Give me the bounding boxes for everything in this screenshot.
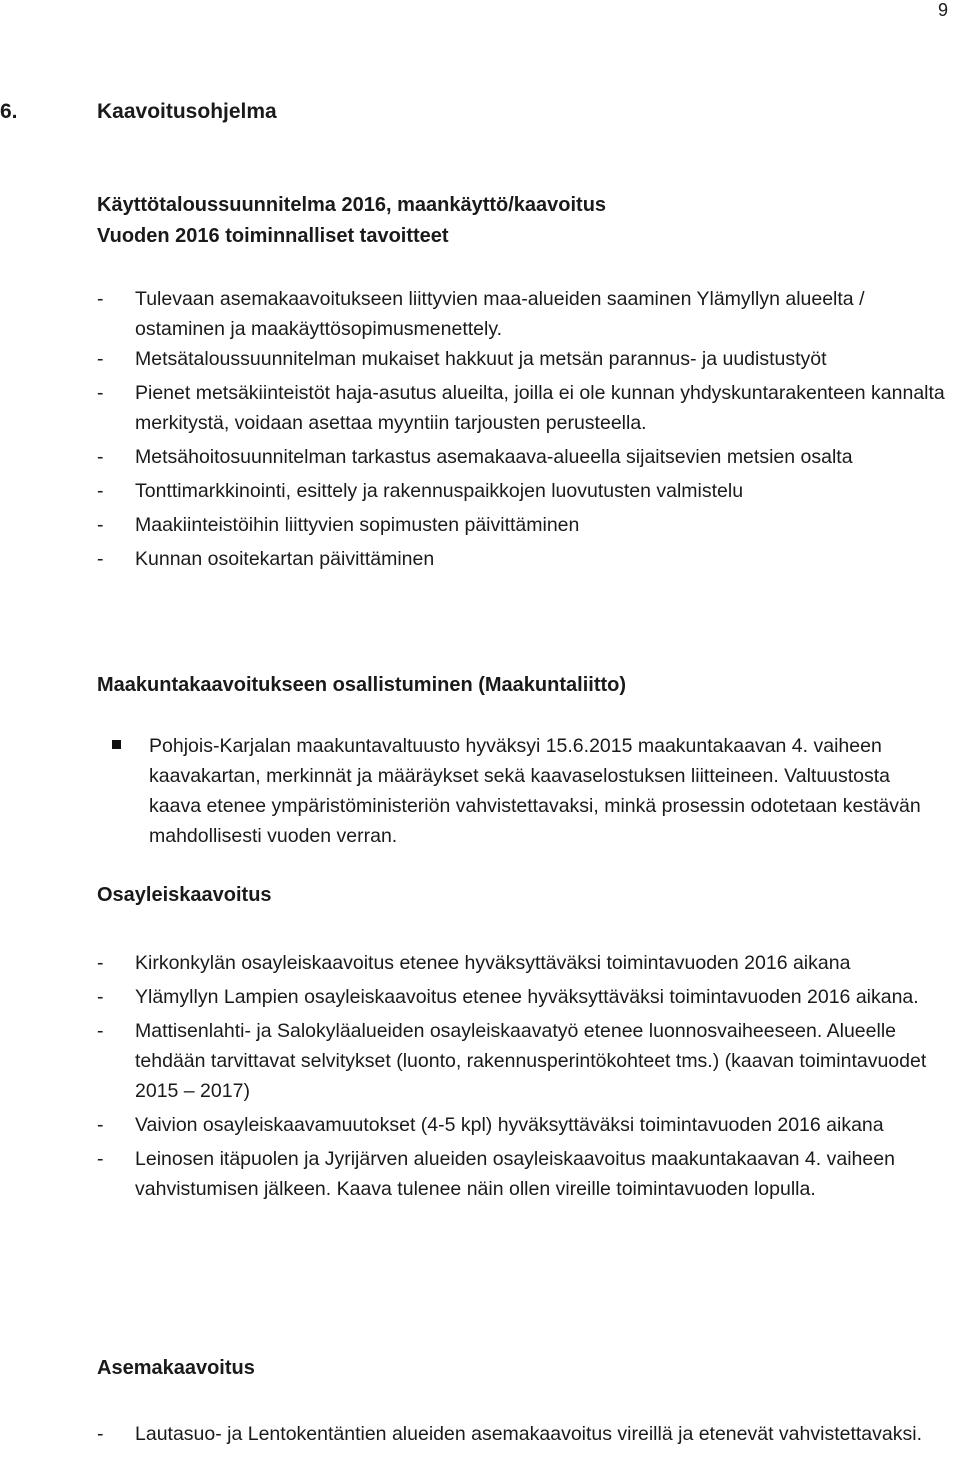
list-item-text: Kunnan osoitekartan päivittäminen [135, 548, 435, 570]
regional-list [112, 731, 942, 851]
detailed-plan-heading: Asemakaavoitus [97, 1357, 255, 1379]
regional-heading: Maakuntakaavoitukseen osallistuminen (Maakuntaliitto) [97, 674, 627, 696]
master-plan-heading: Osayleiskaavoitus [97, 884, 272, 906]
list-item-text: Pienet metsäkiinteistöt haja-asutus alueilta, joilla ei ole kunnan yhdyskuntarakenteen kannalta merkitystä, voidaan asettaa myyntiin tarjousten perusteella. [135, 382, 945, 434]
page-number: 9 [937, 0, 948, 20]
square-bullet-icon [112, 740, 121, 749]
list-item-text: Leinosen itäpuolen ja Jyrijärven alueiden osayleiskaavoitus maakuntakaavan 4. vaiheen vahvistumisen jälkeen. Kaava tulenee näin ollen vireille toimintavuoden lopulla. [135, 1148, 895, 1200]
section-number: 6. [0, 100, 18, 123]
list-item-text: Vaivion osayleiskaavamuutokset (4-5 kpl) hyväksyttäväksi toimintavuoden 2016 aikana [135, 1114, 884, 1136]
list-dash: - [97, 986, 104, 1008]
list-dash: - [97, 1020, 104, 1042]
list-item [97, 344, 947, 374]
list-dash: - [97, 446, 104, 468]
master-plan-list [97, 948, 947, 1204]
list-item-text: Lautasuo- ja Lentokentäntien alueiden asemakaavoitus vireillä ja etenevät vahvistettavaksi. [135, 1423, 922, 1445]
list-item-text: Metsätaloussuunnitelman mukaiset hakkuut ja metsän parannus- ja uudistustyöt [135, 348, 827, 370]
list-dash: - [97, 1423, 104, 1445]
plan-heading-line2: Vuoden 2016 toiminnalliset tavoitteet [97, 225, 449, 247]
list-item [97, 442, 947, 472]
list-dash: - [97, 548, 104, 570]
section-title-text: Kaavoitusohjelma [97, 100, 277, 123]
plan-heading-line1: Käyttötaloussuunnitelma 2016, maankäyttö/kaavoitus [97, 194, 607, 216]
list-item-text: Kirkonkylän osayleiskaavoitus etenee hyväksyttäväksi toimintavuoden 2016 aikana [135, 952, 851, 974]
list-item [97, 1419, 947, 1449]
list-dash: - [97, 348, 104, 370]
list-item [97, 284, 947, 344]
list-item-text: Metsähoitosuunnitelman tarkastus asemakaava-alueella sijaitsevien metsien osalta [135, 446, 853, 468]
list-item [112, 731, 942, 851]
list-item-text: Ylämyllyn Lampien osayleiskaavoitus etenee hyväksyttäväksi toimintavuoden 2016 aikana. [135, 986, 919, 1008]
list-item [97, 948, 947, 978]
list-item-text: Mattisenlahti- ja Salokyläalueiden osayleiskaavatyö etenee luonnosvaiheeseen. Alueelle tehdään tarvittavat selvitykset (luonto, rakennusperintökohteet tms.) (kaavan toimintavuodet 2015 – 2017) [135, 1020, 927, 1102]
detailed-plan-list [97, 1419, 947, 1449]
list-item [97, 544, 947, 574]
plan-heading [97, 190, 606, 252]
list-item [97, 1110, 947, 1140]
list-item-text: Pohjois-Karjalan maakuntavaltuusto hyväksyi 15.6.2015 maakuntakaavan 4. vaiheen kaavakartan, merkinnät ja määräykset sekä kaavaselostuksen liitteineen. Valtuustosta kaava etenee ympäristöministeriön vahvistettavaksi, minkä prosessin odotetaan kestävän mahdollisesti vuoden verran. [149, 735, 921, 847]
list-dash: - [97, 480, 104, 502]
goals-list [97, 284, 947, 574]
list-item [97, 476, 947, 506]
list-item [97, 1016, 947, 1106]
section-title [0, 100, 277, 124]
list-dash: - [97, 514, 104, 536]
list-item [97, 1144, 947, 1204]
list-dash: - [97, 382, 104, 404]
list-item-text: Tulevaan asemakaavoitukseen liittyvien maa-alueiden saaminen Ylämyllyn alueelta / ostaminen ja maakäyttösopimusmenettely. [135, 288, 865, 340]
list-item-text: Tonttimarkkinointi, esittely ja rakennuspaikkojen luovutusten valmistelu [135, 480, 744, 502]
list-item [97, 982, 947, 1012]
list-dash: - [97, 288, 104, 310]
list-item [97, 510, 947, 540]
list-dash: - [97, 952, 104, 974]
list-item-text: Maakiinteistöihin liittyvien sopimusten päivittäminen [135, 514, 580, 536]
list-item [97, 378, 947, 438]
list-dash: - [97, 1114, 104, 1136]
list-dash: - [97, 1148, 104, 1170]
